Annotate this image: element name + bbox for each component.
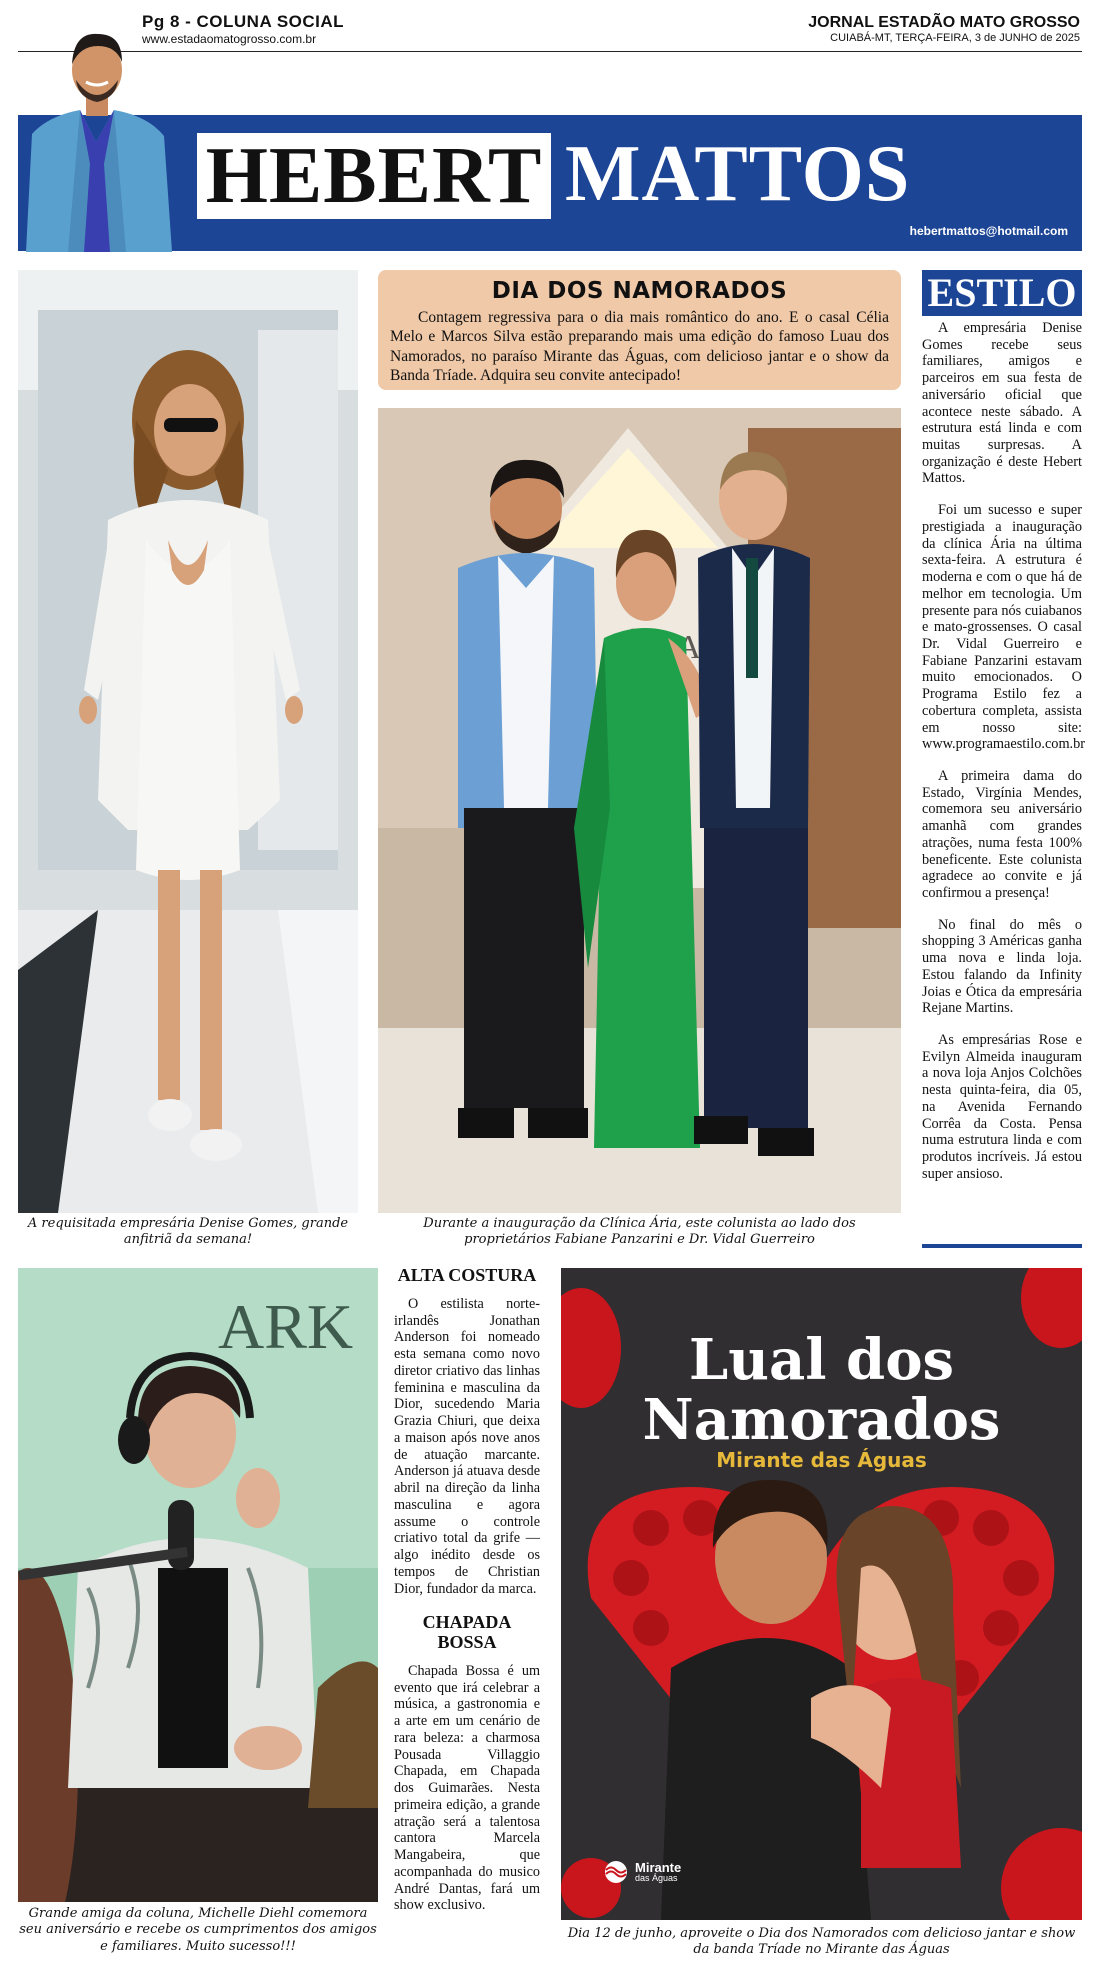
estilo-paragraph: As empresárias Rose e Evilyn Almeida inauguram a nova loja Anjos Colchões nesta quinta-feira, dia 05, na Avenida Fernando Corrêa da Costa. Pensa numa estrutura linda e com produtos incríveis. Já estou super ansioso. — [922, 1032, 1082, 1182]
photo-clinica-aria — [378, 408, 901, 1213]
header-right — [808, 14, 1080, 44]
columnist-first-name-box — [195, 131, 553, 221]
poster-logo — [601, 1860, 681, 1884]
poster-logo-sub: das Águas — [635, 1873, 678, 1883]
poster-title-line-2: Namorados — [642, 1387, 1001, 1453]
ark-sign: ARK — [218, 1291, 354, 1362]
photo-denise-gomes — [18, 270, 358, 1213]
alta-costura-title: ALTA COSTURA — [397, 1265, 537, 1285]
photo-michelle-diehl — [18, 1268, 378, 1902]
estilo-column-text — [922, 320, 1086, 1198]
photo-denise-gomes-image — [18, 270, 358, 1213]
header-rule — [18, 51, 1082, 52]
columnist-last-name: MATTOS — [565, 130, 911, 218]
narrow-column — [394, 1266, 540, 1926]
dia-dos-namorados-box — [378, 270, 901, 390]
poster-title-line-1: Lual dos — [688, 1327, 955, 1393]
columnist-first-name: HEBERT — [205, 132, 543, 220]
newspaper-name: JORNAL ESTADÃO MATO GROSSO — [808, 14, 1080, 31]
chapada-bossa-title: CHAPADA BOSSA — [422, 1612, 512, 1653]
estilo-paragraph: A primeira dama do Estado, Virgínia Mendes, comemora seu aniversário amanhã com grandes atrações, numa festa 100% beneficente. Este colunista agradece ao convite e já confirmou a presença! — [922, 767, 1082, 901]
photo-clinica-aria-image — [378, 408, 901, 1213]
poster-title — [561, 1327, 1082, 1453]
dateline: CUIABÁ-MT, TERÇA-FEIRA, 3 de JUNHO de 2025 — [830, 32, 1080, 44]
estilo-paragraph: A empresária Denise Gomes recebe seus familiares, amigos e parceiros em sua festa de aniversário oficial que acontece neste sábado. A estrutura está linda e com muitas surpresas. A organização é deste Hebert Mattos. — [922, 320, 1082, 487]
estilo-title: ESTILO — [922, 270, 1082, 316]
estilo-paragraph: No final do mês o shopping 3 Américas ganha uma nova e linda loja. Estou falando da Infinity Joias e Ótica da empresária Rejane Martins. — [922, 916, 1082, 1017]
page-label: Pg 8 - COLUNA SOCIAL — [142, 12, 345, 31]
columnist-portrait — [18, 24, 176, 252]
caption-lual-dos-namorados: Dia 12 de junho, aproveite o Dia dos Namorados com delicioso jantar e show da banda Tríade no Mirante das Águas — [567, 1926, 1076, 1958]
estilo-paragraph: Foi um sucesso e super prestigiada a inauguração da clínica Ária na última sexta-feira. A estrutura é moderna e com o que há de melhor em tecnologia. Um presente para nós cuiabanos e mato-grossenses. O casal Dr. Vidal Guerreiro e Fabiane Panzarini estavam muito emocionados. O Programa Estilo fez a cobertura completa, assista em nosso site: www.programaestilo.com.br — [922, 502, 1086, 753]
caption-michelle-diehl: Grande amiga da coluna, Michelle Diehl comemora seu aniversário e recebe os cumprimentos dos amigos e familiares. Muito sucesso!!! — [19, 1906, 377, 1954]
caption-denise-gomes: A requisitada empresária Denise Gomes, grande anfitriã da semana! — [27, 1216, 349, 1248]
website-link[interactable]: www.estadaomatogrosso.com.br — [142, 32, 317, 46]
poster-subtitle: Mirante das Águas — [716, 1448, 927, 1472]
chapada-bossa-text: Chapada Bossa é um evento que irá celebrar a música, a gastronomia e a arte em um cenário de rara beleza: a charmosa Pousada Villaggio Chapada, em Chapada dos Guimarães. Nesta primeira edição, a grande atração será a talentosa cantora Marcela Mangabeira, que acompanhada do musico André Dantas, fará um show exclusivo. — [394, 1662, 540, 1914]
poster-lual-dos-namorados — [561, 1268, 1082, 1920]
caption-clinica-aria: Durante a inauguração da Clínica Ária, este colunista ao lado dos proprietários Fabiane Panzarini e Dr. Vidal Guerreiro — [423, 1216, 856, 1248]
estilo-bottom-rule — [922, 1244, 1082, 1248]
dia-dos-namorados-text: Contagem regressiva para o dia mais romântico do ano. E o casal Célia Melo e Marcos Silva estão preparando mais uma edição do famoso Luau dos Namorados, no paraíso Mirante das Águas, com delicioso jantar e o show da Banda Tríade. Adquira seu convite antecipado! — [390, 309, 889, 385]
poster-logo-name: Mirante — [635, 1860, 682, 1875]
alta-costura-text: O estilista norte-irlandês Jonathan Anderson foi nomeado esta semana como novo diretor criativo das linhas feminina e masculina da Dior, sucedendo Maria Grazia Chiuri, que deixa a maison após nove anos de atuação marcante. Anderson já atuava desde abril na direção da linha masculina e agora assume o controle criativo total da grife — algo inédito desde os tempos de Christian Dior, fundador da marca. — [394, 1295, 540, 1597]
columnist-email[interactable]: hebertmattos@hotmail.com — [909, 224, 1068, 238]
dia-dos-namorados-title: DIA DOS NAMORADOS — [491, 278, 788, 304]
photo-michelle-diehl-image — [18, 1268, 378, 1902]
mirante-logo-icon — [601, 1860, 631, 1884]
